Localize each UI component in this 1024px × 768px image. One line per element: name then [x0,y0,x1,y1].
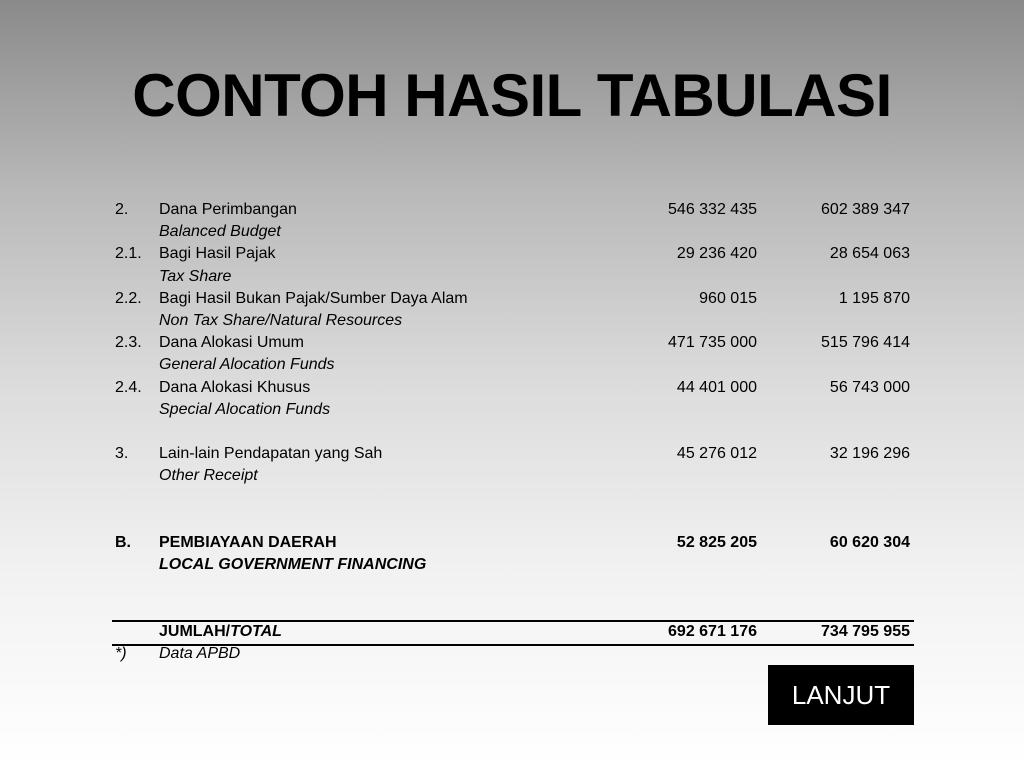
total-value-2: 734 795 955 [821,623,910,640]
row-label: PEMBIAYAAN DAERAH [159,533,337,551]
row-number: B. [115,533,131,551]
row-value-2: 515 796 414 [821,334,910,352]
row-value-2: 60 620 304 [829,533,910,551]
table-row [112,554,914,576]
row-label-english: LOCAL GOVERNMENT FINANCING [159,556,427,573]
page-title: CONTOH HASIL TABULASI [132,62,892,129]
row-value-2: 28 654 063 [829,245,910,263]
row-label: Dana Alokasi Khusus [159,378,311,396]
row-number: 2.4. [115,378,142,396]
row-spacer [112,487,914,509]
table-row [112,243,914,265]
total-label-italic: TOTAL [230,623,282,640]
table-row [112,310,914,332]
footnote-mark: *) [115,645,127,662]
table-row [112,399,914,421]
row-value-1: 471 735 000 [668,334,757,352]
row-number: 2.2. [115,289,142,307]
row-value-2: 56 743 000 [829,378,910,396]
next-button[interactable]: LANJUT [768,665,914,725]
table-row [112,221,914,243]
row-value-1: 29 236 420 [676,245,757,263]
row-value-1: 52 825 205 [676,533,757,551]
row-number: 2.1. [115,245,142,263]
row-spacer [112,421,914,443]
row-value-1: 960 015 [699,289,757,307]
row-value-1: 44 401 000 [676,378,757,396]
row-label-english: Other Receipt [159,467,258,485]
row-label-english: General Alocation Funds [159,356,335,374]
row-label: Dana Alokasi Umum [159,334,304,352]
table-row [112,377,914,399]
row-value-2: 1 195 870 [838,289,910,307]
total-label [159,622,282,642]
total-label-regular: JUMLAH/ [159,623,231,640]
table-row [112,288,914,310]
row-value-2: 32 196 296 [829,445,910,463]
row-value-1: 45 276 012 [676,445,757,463]
row-label-english: Non Tax Share/Natural Resources [159,311,403,329]
row-value-1: 546 332 435 [668,201,757,218]
row-label-english: Special Alocation Funds [159,400,331,418]
footnote [112,644,914,666]
table-row [112,465,914,487]
row-label: Lain-lain Pendapatan yang Sah [159,445,383,463]
table-row [112,266,914,288]
row-label: Bagi Hasil Bukan Pajak/Sumber Daya Alam [159,289,468,307]
financial-table [112,199,914,576]
footnote-text: Data APBD [159,645,241,662]
table-row [112,199,914,221]
table-row [112,532,914,554]
row-label-english: Tax Share [159,267,232,285]
row-label: Dana Perimbangan [159,201,297,218]
row-value-2: 602 389 347 [821,201,910,218]
row-number: 2.3. [115,334,142,352]
row-label-english: Balanced Budget [159,223,281,241]
row-label: Bagi Hasil Pajak [159,245,276,263]
row-number: 2. [115,201,129,218]
row-spacer [112,510,914,532]
table-row [112,443,914,465]
total-value-1: 692 671 176 [668,623,757,640]
total-row [112,620,914,646]
row-number: 3. [115,445,129,463]
table-row [112,354,914,376]
table-row [112,332,914,354]
